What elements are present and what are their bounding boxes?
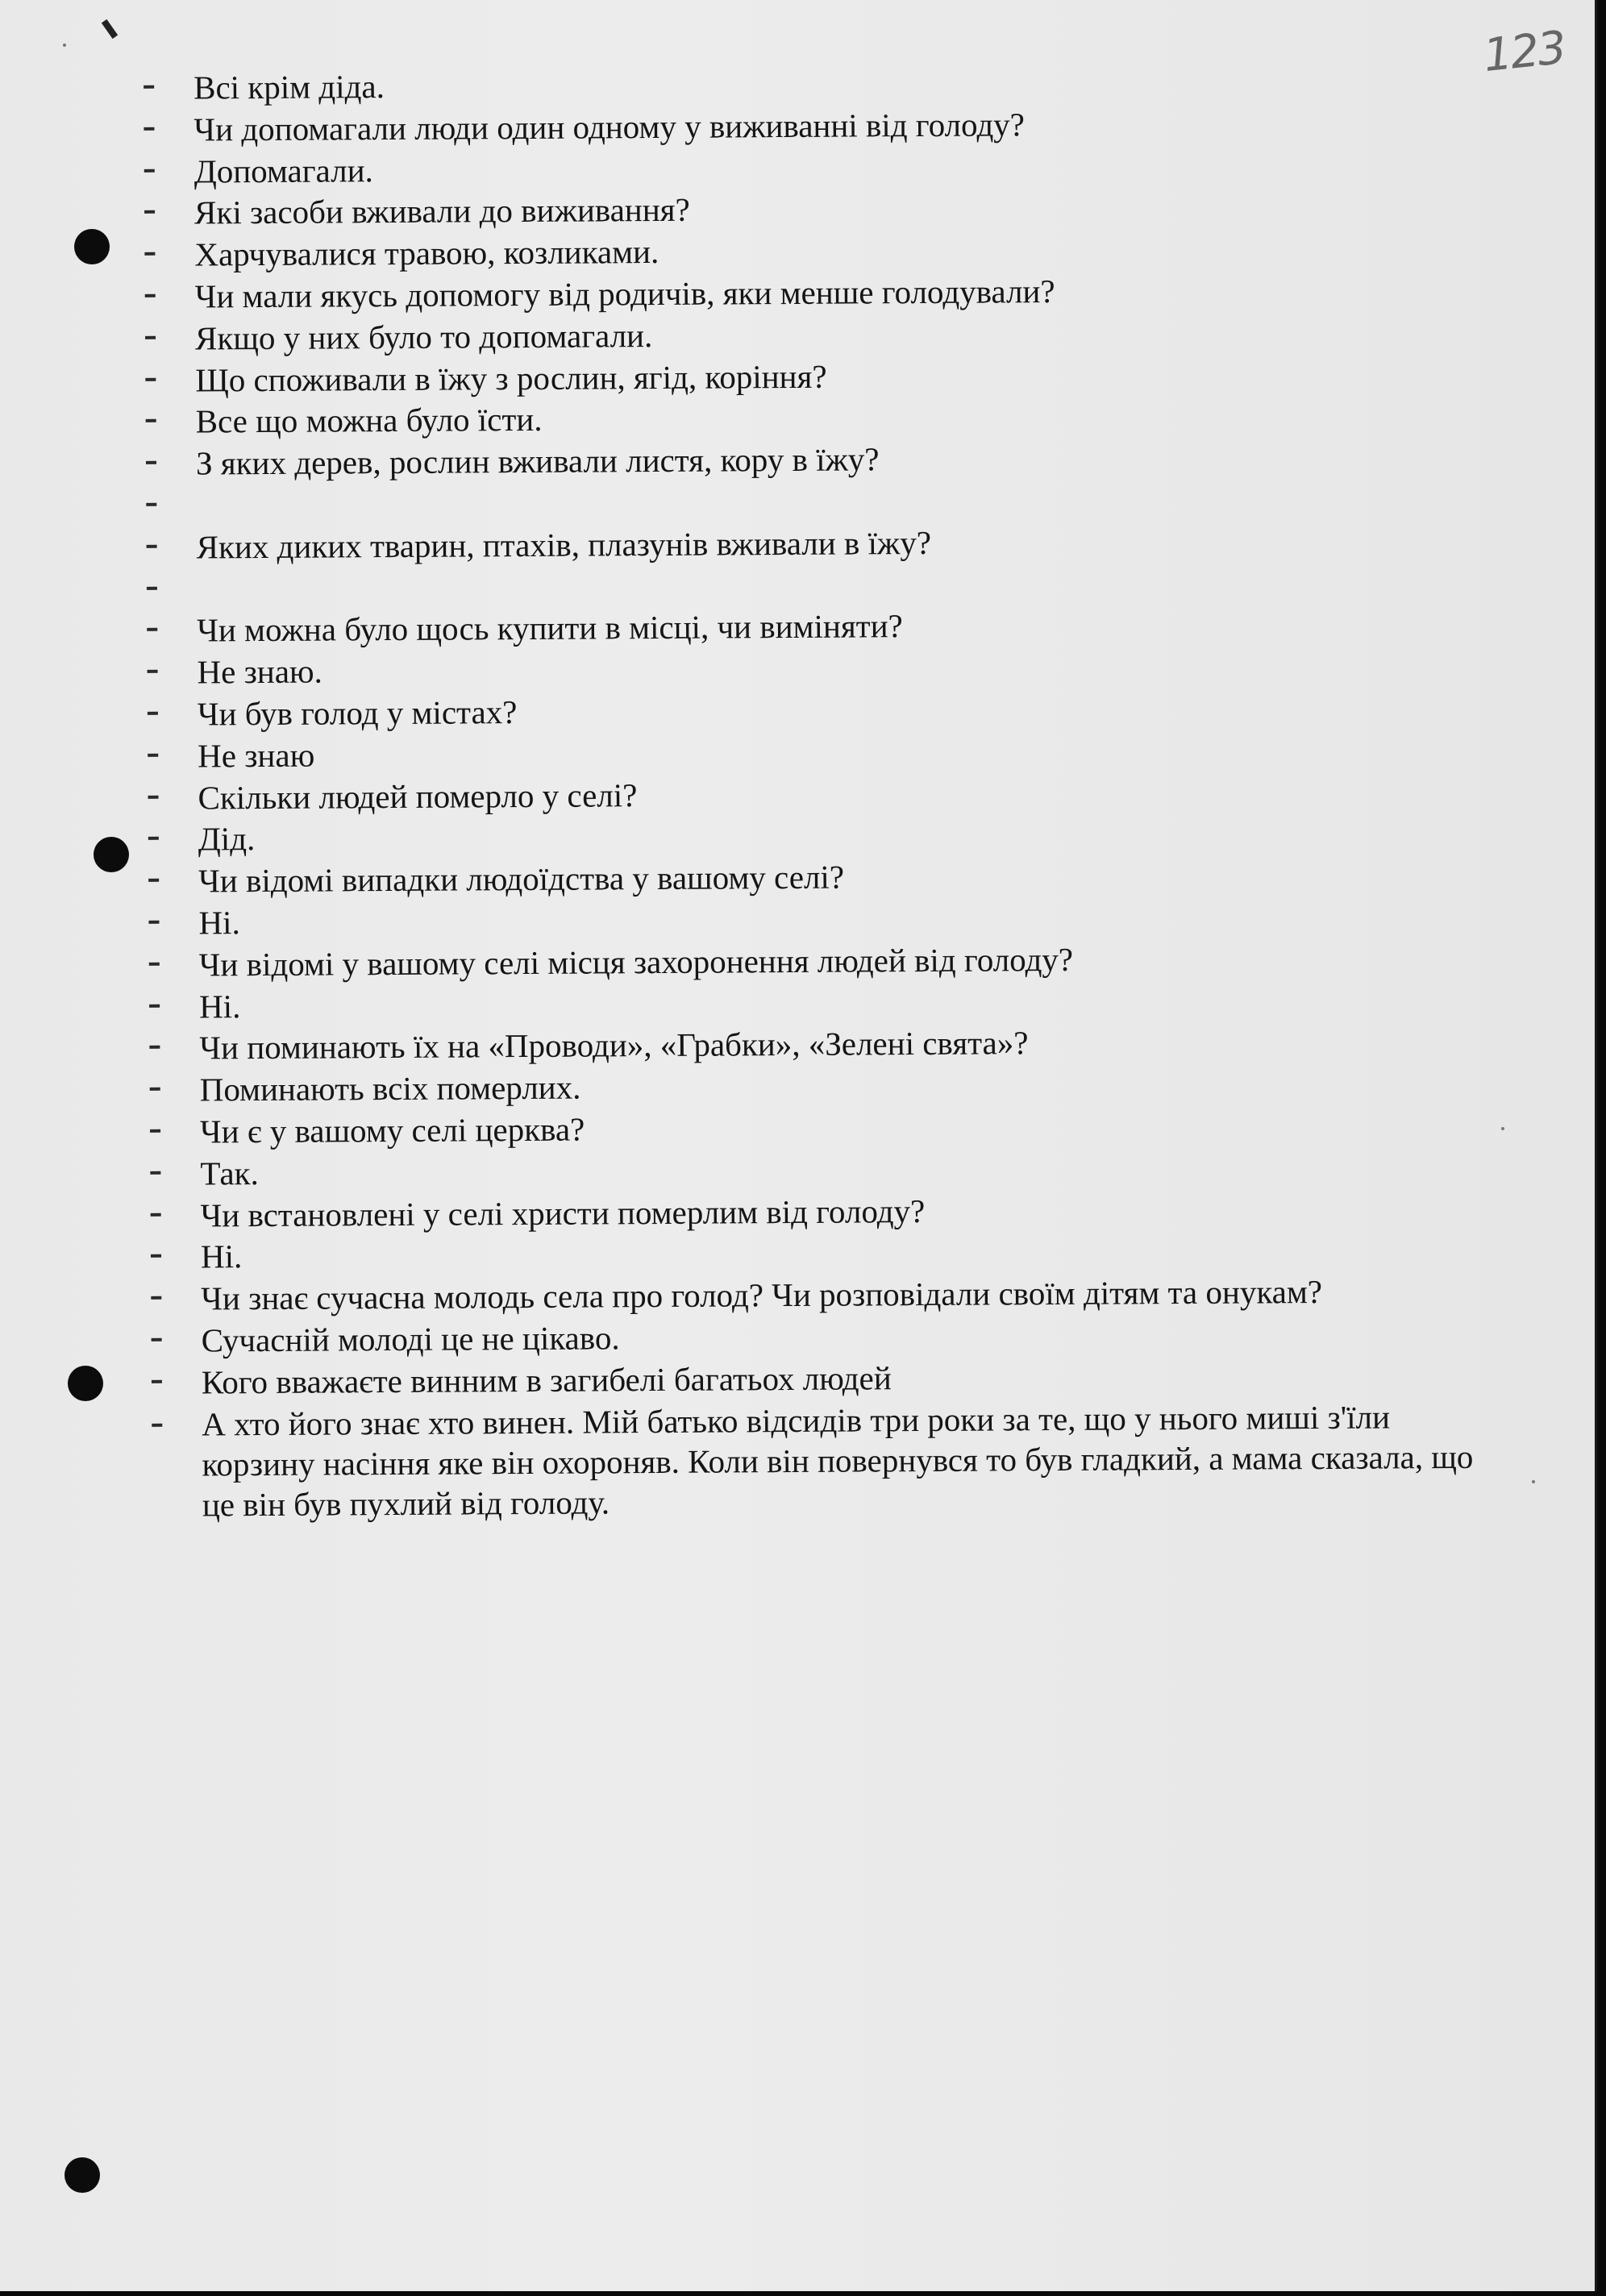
line-text: Чи є у вашому селі церква? (199, 1110, 585, 1150)
line-text: Кого вважаєте винним в загибелі багатьох людей (201, 1358, 892, 1401)
line-text: Які засоби вживали до виживання? (193, 191, 690, 231)
line-text: Поминають всіх померлих. (199, 1068, 581, 1108)
bullet-dash (148, 921, 159, 924)
line-text: Так. (200, 1154, 259, 1192)
bullet-dash (148, 837, 159, 840)
scan-speck (63, 44, 66, 47)
line-text: Сучасній молоді це не цікаво. (201, 1319, 620, 1359)
line-text: З яких дерев, рослин вживали листя, кору в їжу? (195, 440, 880, 482)
line-text: Чи відомі випадки людоїдства у вашому селі? (198, 858, 845, 900)
bullet-dash (144, 85, 154, 89)
bullet-dash (152, 1338, 162, 1341)
line-text: Чи був голод у містах? (197, 693, 518, 733)
bullet-dash (152, 1423, 162, 1426)
line-text: Яких диких тварин, птахів, плазунів вживали в їжу? (196, 523, 932, 566)
line-text: Чи можна було щось купити в місці, чи виміняти? (197, 607, 903, 649)
line-text: Не знаю. (197, 652, 322, 691)
bullet-dash (152, 1379, 162, 1383)
bullet-dash (146, 503, 156, 506)
text-line (137, 1395, 1476, 1524)
line-text: Ні. (200, 1237, 243, 1275)
line-text: Якщо у них було то допомагали. (194, 316, 653, 357)
bullet-dash (151, 1212, 161, 1216)
bullet-dash (144, 210, 155, 214)
line-text: Скільки людей померло у селі? (198, 776, 638, 817)
line-text: А хто його знає хто винен. Мій батько відсидів три роки за те, що у нього миші з'їли корзину насіння яке він охороняв. Коли він повернувся то був гладкий, а мама сказала, що це він був пухлий від голоду. (202, 1397, 1474, 1523)
interview-text (129, 60, 1476, 1525)
bullet-dash (147, 586, 157, 589)
line-text: Чи допомагали люди один одному у виживанні від голоду? (193, 106, 1026, 148)
bullet-dash (149, 1004, 160, 1007)
bullet-dash (144, 168, 155, 172)
line-text: Харчувалися травою, козликами. (194, 233, 659, 273)
line-text: Чи поминають їх на «Проводи», «Грабки», «Зелені свята»? (199, 1024, 1029, 1067)
bullet-dash (150, 1171, 160, 1175)
bullet-dash (148, 712, 158, 715)
bullet-dash (149, 963, 160, 966)
scan-mark (102, 19, 118, 39)
line-text: Всі крім діда. (193, 68, 385, 106)
line-text: Все що можна було їсти. (195, 401, 543, 440)
line-text: Чи встановлені у селі христи померлим від голоду? (200, 1192, 926, 1233)
punch-hole (74, 229, 110, 264)
line-text: Чи відомі у вашому селі місця захоронення людей від голоду? (198, 940, 1074, 984)
line-text: Допомагали. (193, 151, 373, 190)
bullet-dash (145, 336, 156, 339)
line-text: Не знаю (198, 736, 315, 775)
bullet-dash (146, 419, 156, 422)
bullet-dash (148, 754, 158, 757)
bullet-dash (150, 1129, 160, 1133)
bullet-dash (148, 670, 158, 673)
bullet-dash (148, 795, 159, 798)
bullet-dash (146, 461, 156, 464)
bullet-dash (151, 1254, 161, 1258)
punch-hole (94, 837, 129, 872)
line-text: Дід. (198, 820, 256, 858)
page-number: 123 (1480, 21, 1568, 83)
line-text: Ні. (198, 987, 241, 1025)
bullet-dash (149, 1046, 160, 1049)
bullet-dash (147, 628, 157, 631)
bullet-dash (151, 1296, 161, 1300)
bullet-dash (150, 1088, 160, 1091)
punch-hole (68, 1366, 103, 1401)
bullet-dash (145, 294, 156, 297)
line-text: Ні. (198, 904, 240, 942)
line-text: Що споживали в їжу з рослин, ягід, коріння? (195, 357, 827, 399)
bullet-dash (147, 545, 157, 548)
punch-hole (64, 2157, 100, 2193)
scan-speck (1501, 1127, 1504, 1130)
line-text: Чи мали якусь допомогу від родичів, яки менше голодували? (194, 272, 1055, 315)
scan-speck (1532, 1480, 1535, 1483)
bullet-dash (144, 252, 155, 256)
bullet-dash (145, 377, 156, 381)
line-text: Чи знає сучасна молодь села про голод? Чи розповідали своїм дітям та онукам? (201, 1273, 1323, 1317)
bullet-dash (144, 127, 154, 131)
bullet-dash (148, 879, 159, 882)
